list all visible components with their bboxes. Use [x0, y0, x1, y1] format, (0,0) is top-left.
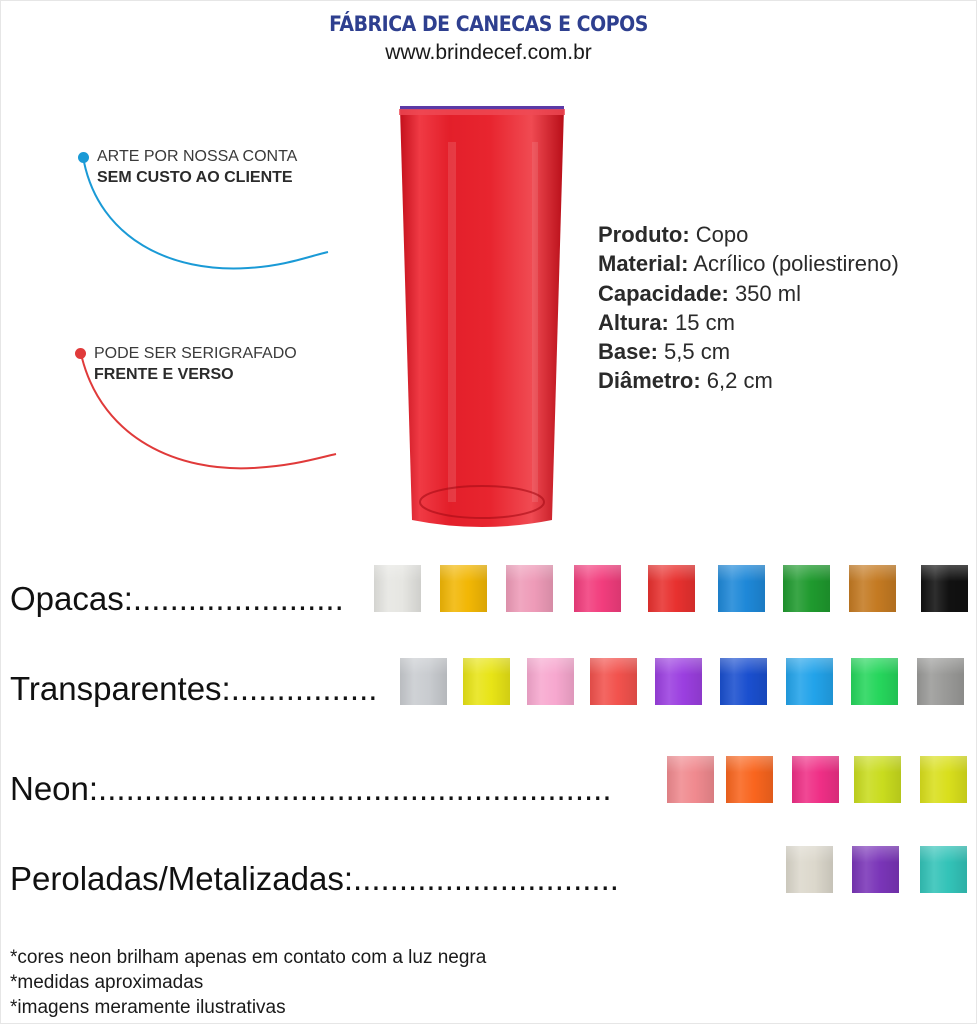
- category-opacas-label: Opacas:.......................: [10, 580, 344, 617]
- spec-value: 15 cm: [668, 309, 735, 335]
- category-neon-label: Neon:........................................................: [10, 770, 612, 807]
- color-swatch: [374, 565, 421, 612]
- spec-product: [598, 220, 899, 249]
- color-swatch: [917, 658, 964, 705]
- callout-screenprint-curve: [78, 354, 348, 479]
- spec-height: [598, 308, 899, 337]
- spec-key: Base:: [598, 339, 658, 365]
- spec-value: 350 ml: [728, 280, 801, 306]
- color-swatch: [400, 658, 447, 705]
- spec-key: Produto:: [598, 222, 690, 247]
- color-swatch: [440, 565, 487, 612]
- color-swatch: [726, 756, 773, 803]
- color-swatch: [718, 565, 765, 612]
- color-swatch: [920, 756, 967, 803]
- color-swatch: [506, 565, 553, 612]
- color-swatch: [849, 565, 896, 612]
- callout-screenprint-line1: PODE SER SERIGRAFADO: [94, 345, 297, 362]
- spec-value: Copo: [689, 222, 749, 247]
- footnote-neon: *cores neon brilham apenas em contato com a luz negra: [10, 947, 487, 968]
- spec-value: Acrílico (poliestireno): [688, 251, 899, 277]
- callout-art-line1: ARTE POR NOSSA CONTA: [97, 148, 298, 165]
- page-title: FÁBRICA DE CANECAS E COPOS: [329, 12, 648, 36]
- footnote-images: *imagens meramente ilustrativas: [10, 997, 286, 1018]
- footnote-measures: *medidas aproximadas: [10, 972, 204, 993]
- callout-art-line2: SEM CUSTO AO CLIENTE: [97, 169, 293, 186]
- callout-art-curve: [80, 158, 340, 278]
- footnotes: [10, 945, 486, 1020]
- color-swatch: [574, 565, 621, 612]
- color-swatch: [463, 658, 510, 705]
- category-transparentes-label: Transparentes:................: [10, 670, 378, 707]
- color-swatch: [720, 658, 767, 705]
- color-swatch: [667, 756, 714, 803]
- spec-capacity: [598, 279, 899, 308]
- color-swatch: [783, 565, 830, 612]
- color-swatch: [655, 658, 702, 705]
- spec-value: 5,5 cm: [657, 339, 731, 365]
- color-swatch: [786, 658, 833, 705]
- category-peroladas-label: Peroladas/Metalizadas:.............................: [10, 860, 619, 897]
- spec-key: Altura:: [598, 309, 669, 335]
- color-swatch: [851, 658, 898, 705]
- spec-key: Material:: [598, 251, 689, 277]
- spec-base: [598, 337, 899, 366]
- spec-material: [598, 249, 899, 278]
- product-specs: [598, 220, 899, 396]
- color-swatch: [527, 658, 574, 705]
- color-swatch: [921, 565, 968, 612]
- color-swatch: [792, 756, 839, 803]
- website-link[interactable]: www.brindecef.com.br: [385, 41, 592, 64]
- color-swatch: [648, 565, 695, 612]
- color-swatch: [852, 846, 899, 893]
- color-swatch: [590, 658, 637, 705]
- callout-screenprint-line2: FRENTE E VERSO: [94, 366, 234, 383]
- spec-value: 6,2 cm: [700, 368, 773, 394]
- color-swatch: [854, 756, 901, 803]
- red-tumbler-cup-icon: [392, 102, 572, 534]
- color-swatch: [786, 846, 833, 893]
- color-swatch: [920, 846, 967, 893]
- spec-key: Diâmetro:: [598, 368, 701, 394]
- spec-key: Capacidade:: [598, 280, 729, 306]
- spec-diameter: [598, 366, 899, 395]
